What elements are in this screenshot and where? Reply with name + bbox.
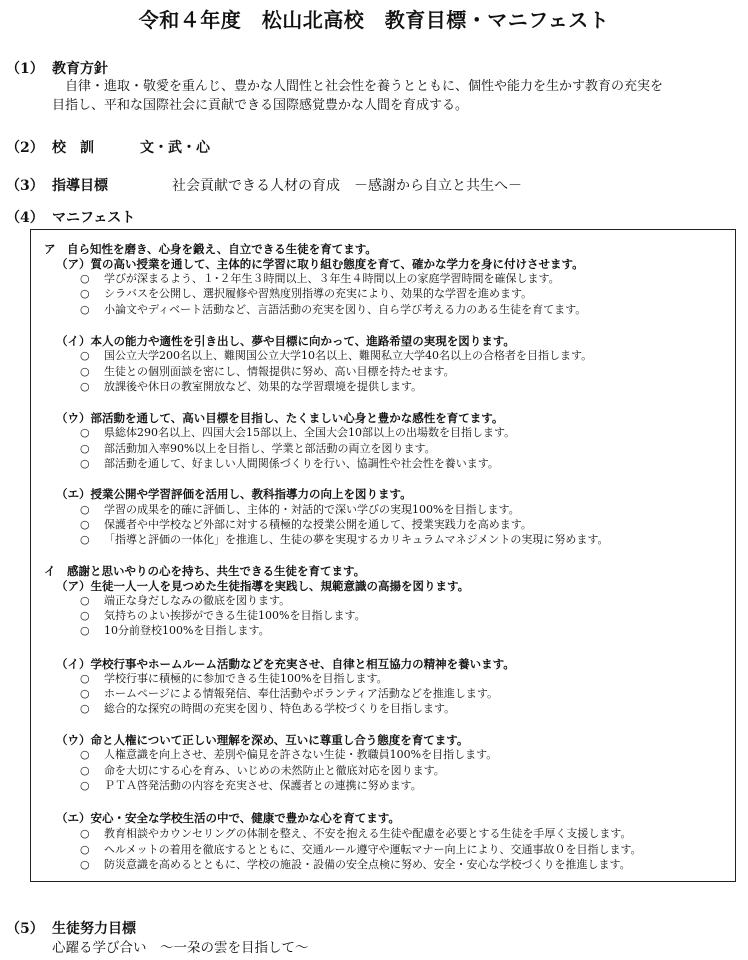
guidance-text: 社会貢献できる人材の育成 －感謝から自立と共生へ－ — [172, 178, 522, 194]
bullet-text: 教育相談やカウンセリングの体制を整え、不安を抱える生徒や配慮を必要とする生徒を手厚く支援します。 — [104, 827, 632, 840]
circle-bullet-icon: ○ — [80, 380, 90, 393]
bullet-text: シラバスを公開し、選択履修や習熟度別指導の充実により、効果的な学習を進めます。 — [104, 287, 533, 300]
circle-bullet-icon: ○ — [80, 594, 90, 607]
bullet-text: 学びが深まるよう、１･２年生３時間以上、３年生４時間以上の家庭学習時間を確保します。 — [104, 272, 560, 285]
manifest-bullet-item — [80, 379, 422, 394]
section-number: （5） — [6, 921, 44, 937]
policy-text — [52, 77, 742, 115]
manifest-bullet-item — [80, 857, 631, 872]
section-label: 教育方針 — [52, 61, 108, 77]
manifest-subgoal-title: （ウ）命と人権について正しい理解を深め、互いに尊重し合う態度を育てます。 — [56, 733, 469, 747]
manifest-bullet-item — [80, 842, 642, 857]
motto-text: 文・武・心 — [140, 140, 210, 156]
circle-bullet-icon: ○ — [80, 748, 90, 761]
bullet-text: 県総体290名以上、四国大会15部以上、全国大会10部以上の出場数を目指します。 — [104, 426, 516, 439]
circle-bullet-icon: ○ — [80, 624, 90, 637]
bullet-text: 国公立大学200名以上、難関国公立大学10名以上、難関私立大学40名以上の合格者を目指します。 — [104, 349, 593, 362]
section-student-heading — [6, 918, 136, 938]
circle-bullet-icon: ○ — [80, 518, 90, 531]
manifest-bullet-item — [80, 593, 290, 608]
section-policy-heading — [6, 58, 108, 78]
manifest-bullet-item — [80, 348, 592, 363]
bullet-text: 保護者や中学校など外部に対する積極的な授業公開を通して、授業実践力を高めます。 — [104, 518, 532, 531]
circle-bullet-icon: ○ — [80, 287, 90, 300]
bullet-text: 学習の成果を的確に評価し、主体的・対話的で深い学びの実現100%を目指します。 — [104, 503, 520, 516]
circle-bullet-icon: ○ — [80, 672, 90, 685]
bullet-text: 人権意識を向上させ、差別や偏見を許さない生徒・教職員100%を目指します。 — [104, 748, 498, 761]
bullet-text: 端正な身だしなみの徹底を図ります。 — [104, 594, 291, 607]
section-number: （4） — [6, 210, 44, 226]
manifest-bullet-item — [80, 778, 422, 793]
manifest-bullet-item — [80, 441, 436, 456]
circle-bullet-icon: ○ — [80, 609, 90, 622]
circle-bullet-icon: ○ — [80, 779, 90, 792]
manifest-bullet-item — [80, 701, 455, 716]
manifest-bullet-item — [80, 364, 455, 379]
section-guidance-heading — [6, 175, 522, 195]
manifest-bullet-item — [80, 302, 586, 317]
manifest-bullet-item — [80, 286, 532, 301]
section-label: 指導目標 — [52, 178, 108, 194]
bullet-text: 学校行事に積極的に参加できる生徒100%を目指します。 — [104, 672, 388, 685]
manifest-subgoal-title: （エ）授業公開や学習評価を活用し、教科指導力の向上を図ります。 — [56, 487, 412, 501]
bullet-text: ＰＴＡ啓発活動の内容を充実させ、保護者との連携に努めます。 — [104, 779, 422, 792]
page-title: 令和４年度 松山北高校 教育目標・マニフェスト — [138, 8, 610, 32]
circle-bullet-icon: ○ — [80, 303, 90, 316]
manifest-bullet-item — [80, 517, 532, 532]
bullet-text: 気持ちのよい挨拶ができる生徒100%を目指します。 — [104, 609, 366, 622]
bullet-text: 10分前登校100%を目指します。 — [104, 624, 270, 637]
section-label: 校 訓 — [52, 140, 94, 156]
section-manifest-heading — [6, 207, 135, 227]
section-number: （1） — [6, 61, 44, 77]
section-label: マニフェスト — [52, 210, 136, 226]
bullet-text: 小論文やディベート活動など、言語活動の充実を図り、自ら学び考える力のある生徒を育てます。 — [104, 303, 587, 316]
bullet-text: 命を大切にする心を育み、いじめの未然防止と徹底対応を図ります。 — [104, 764, 445, 777]
manifest-bullet-item — [80, 671, 388, 686]
manifest-bullet-item — [80, 623, 270, 638]
manifest-bullet-item — [80, 747, 497, 762]
section-number: （3） — [6, 178, 44, 194]
circle-bullet-icon: ○ — [80, 426, 90, 439]
bullet-text: 防災意識を高めるとともに、学校の施設・設備の安全点検に努め、安全・安心な学校づくりを推進します。 — [104, 858, 631, 871]
manifest-bullet-item — [80, 686, 498, 701]
circle-bullet-icon: ○ — [80, 533, 90, 546]
circle-bullet-icon: ○ — [80, 764, 90, 777]
circle-bullet-icon: ○ — [80, 457, 90, 470]
bullet-text: 部活動を通して、好ましい人間関係づくりを行い、協調性や社会性を養います。 — [104, 457, 499, 470]
section-motto-heading — [6, 137, 210, 157]
bullet-text: 部活動加入率90%以上を目指し、学業と部活動の両立を図ります。 — [104, 442, 436, 455]
manifest-bullet-item — [80, 502, 520, 517]
manifest-subgoal-title: （イ）本人の能力や適性を引き出し、夢や目標に向かって、進路希望の実現を図ります。 — [56, 334, 515, 348]
bullet-text: ホームページによる情報発信、奉仕活動やボランティア活動などを推進します。 — [104, 687, 499, 700]
manifest-subgoal-title: （エ）安心・安全な学校生活の中で、健康で豊かな心を育てます。 — [56, 811, 400, 825]
bullet-text: 「指導と評価の一体化」を推進し、生徒の夢を実現するカリキュラムマネジメントの実現に努めます。 — [104, 533, 609, 546]
circle-bullet-icon: ○ — [80, 843, 90, 856]
bullet-text: 生徒との個別面談を密にし、情報提供に努め、高い目標を持たせます。 — [104, 365, 455, 378]
manifest-subgoal-title: （ア）生徒一人一人を見つめた生徒指導を実践し、規範意識の高揚を図ります。 — [56, 579, 470, 593]
section-number: （2） — [6, 140, 44, 156]
manifest-bullet-item — [80, 271, 560, 286]
manifest-group-title: イ 感謝と思いやりの心を持ち、共生できる生徒を育てます。 — [44, 564, 366, 578]
circle-bullet-icon: ○ — [80, 827, 90, 840]
policy-line: 自律・進取・敬愛を重んじ、豊かな人間性と社会性を養うとともに、個性や能力を生かす教育の充実を — [65, 79, 664, 94]
circle-bullet-icon: ○ — [80, 687, 90, 700]
manifest-bullet-item — [80, 826, 632, 841]
bullet-text: 放課後や休日の教室開放など、効果的な学習環境を提供します。 — [104, 380, 423, 393]
manifest-bullet-item — [80, 532, 608, 547]
circle-bullet-icon: ○ — [80, 349, 90, 362]
circle-bullet-icon: ○ — [80, 503, 90, 516]
circle-bullet-icon: ○ — [80, 442, 90, 455]
circle-bullet-icon: ○ — [80, 702, 90, 715]
manifest-bullet-item — [80, 763, 445, 778]
policy-line: 目指し、平和な国際社会に貢献できる国際感覚豊かな人間を育成する。 — [52, 98, 469, 113]
manifest-subgoal-title: （イ）学校行事やホームルーム活動などを充実させ、自律と相互協力の精神を養います。 — [56, 657, 515, 671]
manifest-subgoal-title: （ア）質の高い授業を通して、主体的に学習に取り組む態度を育て、確かな学力を身に付けさせます。 — [56, 257, 584, 271]
circle-bullet-icon: ○ — [80, 365, 90, 378]
manifest-bullet-item — [80, 456, 499, 471]
circle-bullet-icon: ○ — [80, 858, 90, 871]
manifest-group-title: ア 自ら知性を磨き、心身を鍛え、自立できる生徒を育てます。 — [44, 242, 377, 256]
manifest-subgoal-title: （ウ）部活動を通して、高い目標を目指し、たくましい心身と豊かな感性を育てます。 — [56, 411, 504, 425]
bullet-text: 総合的な探究の時間の充実を図り、特色ある学校づくりを目指します。 — [104, 702, 456, 715]
bullet-text: ヘルメットの着用を徹底するとともに、交通ルール遵守や運転マナー向上により、交通事故０を目指します。 — [104, 843, 642, 856]
section-label: 生徒努力目標 — [52, 921, 136, 937]
student-goal-text: 心躍る学び合い ～一朶の雲を目指して～ — [52, 940, 309, 956]
manifest-bullet-item — [80, 425, 515, 440]
manifest-bullet-item — [80, 608, 366, 623]
circle-bullet-icon: ○ — [80, 272, 90, 285]
